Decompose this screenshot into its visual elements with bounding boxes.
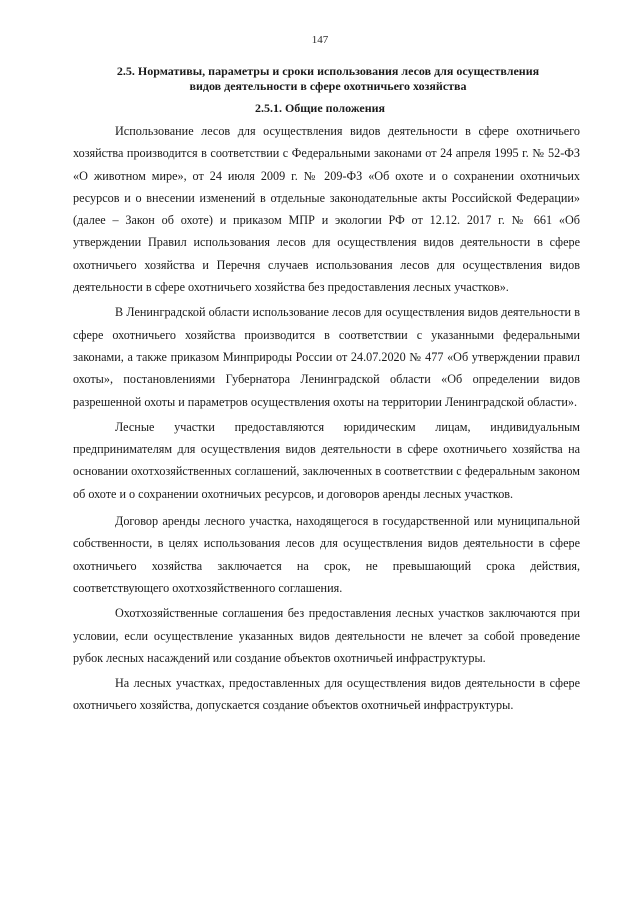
section-title: 2.5. Нормативы, параметры и сроки использования лесов для осуществления видов деятельности в сфере охотничьего хозяйства — [116, 64, 540, 93]
paragraph: Использование лесов для осуществления видов деятельности в сфере охотничьего хозяйства производится в соответствии с Федеральными законами от 24 апреля 1995 г. № 52-ФЗ «О животном мире», от 24 июля 2009 г. № 209-ФЗ «Об охоте и о сохранении охотничьих ресурсов и о внесении изменений в отдельные законодательные акты Российской Федерации» (далее – Закон об охоте) и приказом МПР и экологии РФ от 12.12. 2017 г. № 661 «Об утверждении Правил использования лесов для осуществления видов деятельности в сфере охотничьего хозяйства и Перечня случаев использования лесов для осуществления видов деятельности в сфере охотничьего хозяйства без предоставления лесных участков». — [73, 124, 580, 295]
paragraph: Договор аренды лесного участка, находящегося в государственной или муниципальной собственности, в целях использования лесов для осуществления видов деятельности в сфере охотничьего хозяйства заключается на срок, не превышающий срока действия, соответствующего охотхозяйственного соглашения. — [73, 514, 580, 595]
body-text — [73, 120, 580, 717]
paragraph: На лесных участках, предоставленных для осуществления видов деятельности в сфере охотничьего хозяйства, допускается создание объектов охотничьей инфраструктуры. — [73, 676, 580, 713]
paragraph: В Ленинградской области использование лесов для осуществления видов деятельности в сфере охотничьего хозяйства производится в соответствии с указанными федеральными законами, а также приказом Минприроды России от 24.07.2020 № 477 «Об утверждении правил охоты», постановлениями Губернатора Ленинградской области «Об определении видов разрешенной охоты и параметров осуществления охоты на территории Ленинградской области». — [73, 305, 580, 409]
paragraph: Лесные участки предоставляются юридическим лицам, индивидуальным предпринимателям для осуществления видов деятельности в сфере охотничьего хозяйства на основании охотхозяйственных соглашений, заключенных в соответствии с федеральным законом об охоте и о сохранении охотничьих ресурсов, и договоров аренды лесных участков. — [73, 419, 580, 501]
paragraph: Охотхозяйственные соглашения без предоставления лесных участков заключаются при условии, если осуществление указанных видов деятельности не влечет за собой проведение рубок лесных насаждений или создание объектов охотничьей инфраструктуры. — [73, 606, 580, 665]
subsection-title: 2.5.1. Общие положения — [254, 101, 386, 115]
page-number: 147 — [311, 34, 329, 46]
